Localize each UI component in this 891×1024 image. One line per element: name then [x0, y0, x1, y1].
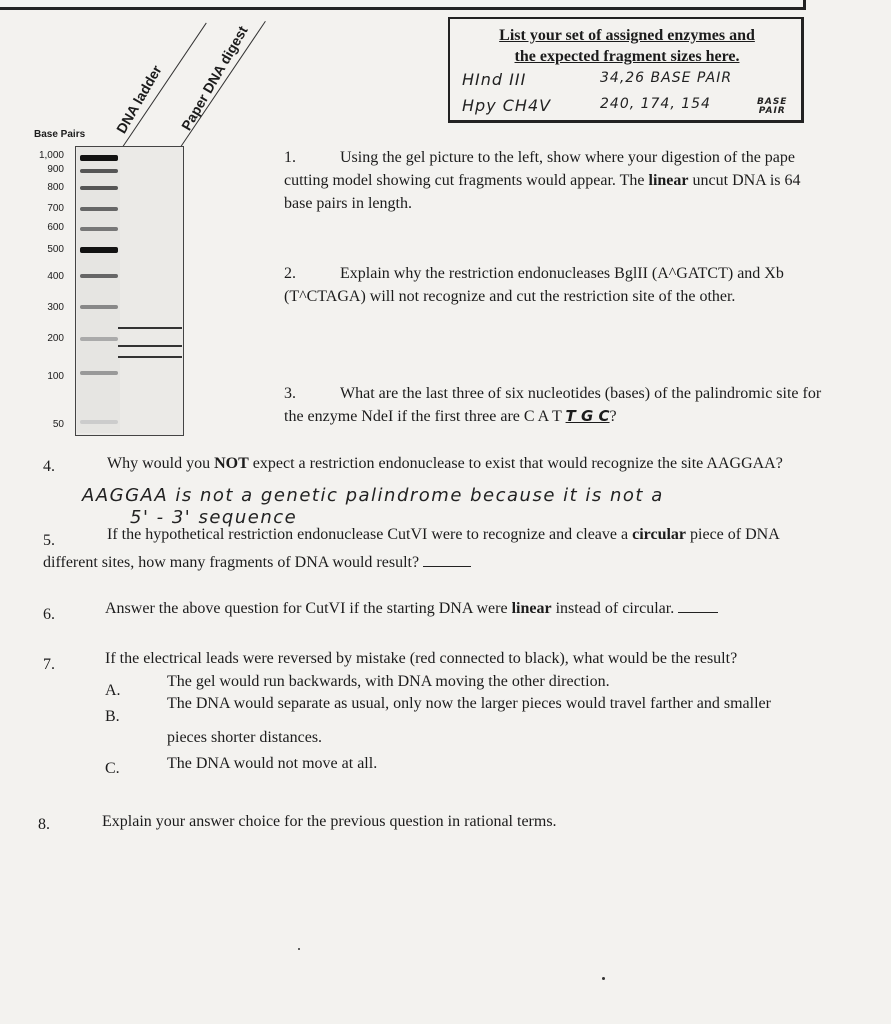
base-pair-note: [757, 98, 787, 116]
q3-line1: What are the last three of six nucleotides (bases) of the palindromic site for: [340, 385, 822, 402]
lane-label-dna-ladder: DNA ladder: [113, 62, 165, 136]
q1-line1: Using the gel picture to the left, show where your digestion of the pape: [340, 149, 795, 166]
ladder-band-1000: [80, 155, 118, 161]
q5-circular: circular: [632, 526, 687, 543]
ladder-band-900: [80, 169, 118, 173]
q3-line2: the enzyme NdeI if the first three are C A T: [284, 408, 566, 425]
question-3: [284, 382, 891, 428]
ladder-band-300: [80, 305, 118, 309]
q1-line2c: uncut DNA is 64: [688, 172, 801, 189]
question-8: Explain your answer choice for the previous question in rational terms.: [102, 813, 557, 830]
drawn-fragment-174: [118, 345, 182, 347]
q7-option-b-text: The DNA would separate as usual, only now the larger pieces would travel farther and smaller: [167, 695, 771, 712]
enzyme-box-title: [462, 25, 792, 67]
q7-option-a-label: A.: [105, 682, 121, 699]
q1-linear: linear: [648, 172, 689, 189]
drawn-fragment-240: [118, 327, 182, 329]
gel-axis-title: Base Pairs: [34, 129, 86, 140]
tick-400: 400: [47, 271, 64, 282]
question-4: [107, 452, 783, 475]
q3-end: ?: [609, 408, 617, 425]
q5-text-c: piece of DNA: [686, 526, 780, 543]
q5-line2: different sites, how many fragments of DNA would result?: [43, 554, 420, 571]
lane-label-paper-digest: Paper DNA digest: [178, 23, 251, 133]
q4-answer-line1: AAGGAA is not a genetic palindrome because it is not a: [82, 485, 664, 506]
ladder-band-50: [80, 420, 118, 424]
stray-mark-2: [298, 948, 300, 950]
ladder-band-400: [80, 274, 118, 278]
question-2: [284, 262, 891, 308]
q7-option-a-text: The gel would run backwards, with DNA moving the other direction.: [167, 673, 610, 690]
q4-not: NOT: [214, 455, 249, 472]
q8-number: 8.: [38, 816, 50, 833]
q4-text-c: expect a restriction endonuclease to exist that would recognize the site AAGGAA?: [248, 455, 783, 472]
enzyme2-name: Hpy CH4V: [462, 96, 552, 115]
q6-text-a: Answer the above question for CutVI if the starting DNA were: [105, 600, 512, 617]
q1-line3: base pairs in length.: [284, 195, 412, 212]
q5-answer-blank[interactable]: [423, 566, 471, 567]
q7-option-c-text: The DNA would not move at all.: [167, 755, 378, 772]
question-1: [284, 146, 891, 215]
tick-300: 300: [47, 302, 64, 313]
top-border-corner: [803, 0, 806, 9]
q4-number: 4.: [43, 458, 55, 475]
q6-number: 6.: [43, 606, 55, 623]
q1-number: 1.: [284, 149, 296, 166]
ladder-band-600: [80, 227, 118, 231]
question-7: If the electrical leads were reversed by mistake (red connected to black), what would be the result?: [105, 650, 738, 667]
q2-line2: (T^CTAGA) will not recognize and cut the restriction site of the other.: [284, 288, 736, 305]
q7-option-b-label: B.: [105, 708, 120, 725]
tick-200: 200: [47, 333, 64, 344]
tick-500: 500: [47, 244, 64, 255]
drawn-fragment-154: [118, 356, 182, 358]
enzyme2-sizes: 240, 174, 154: [600, 96, 711, 112]
q4-text-a: Why would you: [107, 455, 215, 472]
q7-option-c-label: C.: [105, 760, 120, 777]
ladder-band-100: [80, 371, 118, 375]
question-5: [107, 523, 780, 546]
q2-line1: Explain why the restriction endonucleases BglII (A^GATCT) and Xb: [340, 265, 784, 282]
tick-600: 600: [47, 222, 64, 233]
ladder-band-700: [80, 207, 118, 211]
stray-mark: [602, 977, 605, 980]
ladder-band-800: [80, 186, 118, 190]
q5-text-a: If the hypothetical restriction endonuclease CutVI were to recognize and cleave a: [107, 526, 633, 543]
top-border: [0, 0, 806, 10]
tick-1000: 1,000: [38, 150, 64, 161]
q7-option-b-text-cont: pieces shorter distances.: [167, 729, 323, 746]
q6-answer-blank[interactable]: [678, 612, 718, 613]
q4-answer-line2: 5' - 3' sequence: [130, 507, 298, 528]
tick-900: 900: [47, 164, 64, 175]
base-pair-note-line2: PAIR: [758, 106, 786, 116]
q7-number: 7.: [43, 656, 55, 673]
q5-number: 5.: [43, 532, 55, 549]
tick-50: 50: [52, 419, 64, 430]
enzyme1-sizes: 34,26 BASE PAIR: [600, 70, 733, 86]
q6-linear: linear: [511, 600, 552, 617]
question-5-line2: [43, 551, 471, 574]
ladder-band-200: [80, 337, 118, 341]
enzyme-box-title-line2: the expected fragment sizes here.: [514, 48, 740, 65]
q1-line2a: cutting model showing cut fragments would appear. The: [284, 172, 649, 189]
tick-700: 700: [47, 203, 64, 214]
q2-number: 2.: [284, 265, 296, 282]
q3-answer: T G C: [565, 407, 610, 425]
tick-800: 800: [47, 182, 64, 193]
base-pair-note-line1: BASE: [757, 97, 788, 107]
ladder-band-500: [80, 247, 118, 253]
q3-number: 3.: [284, 385, 296, 402]
enzyme1-name: HInd III: [462, 70, 527, 89]
enzyme-box-title-line1: List your set of assigned enzymes and: [499, 27, 755, 44]
q6-text-c: instead of circular.: [551, 600, 675, 617]
question-6: [105, 597, 718, 620]
tick-100: 100: [47, 371, 64, 382]
